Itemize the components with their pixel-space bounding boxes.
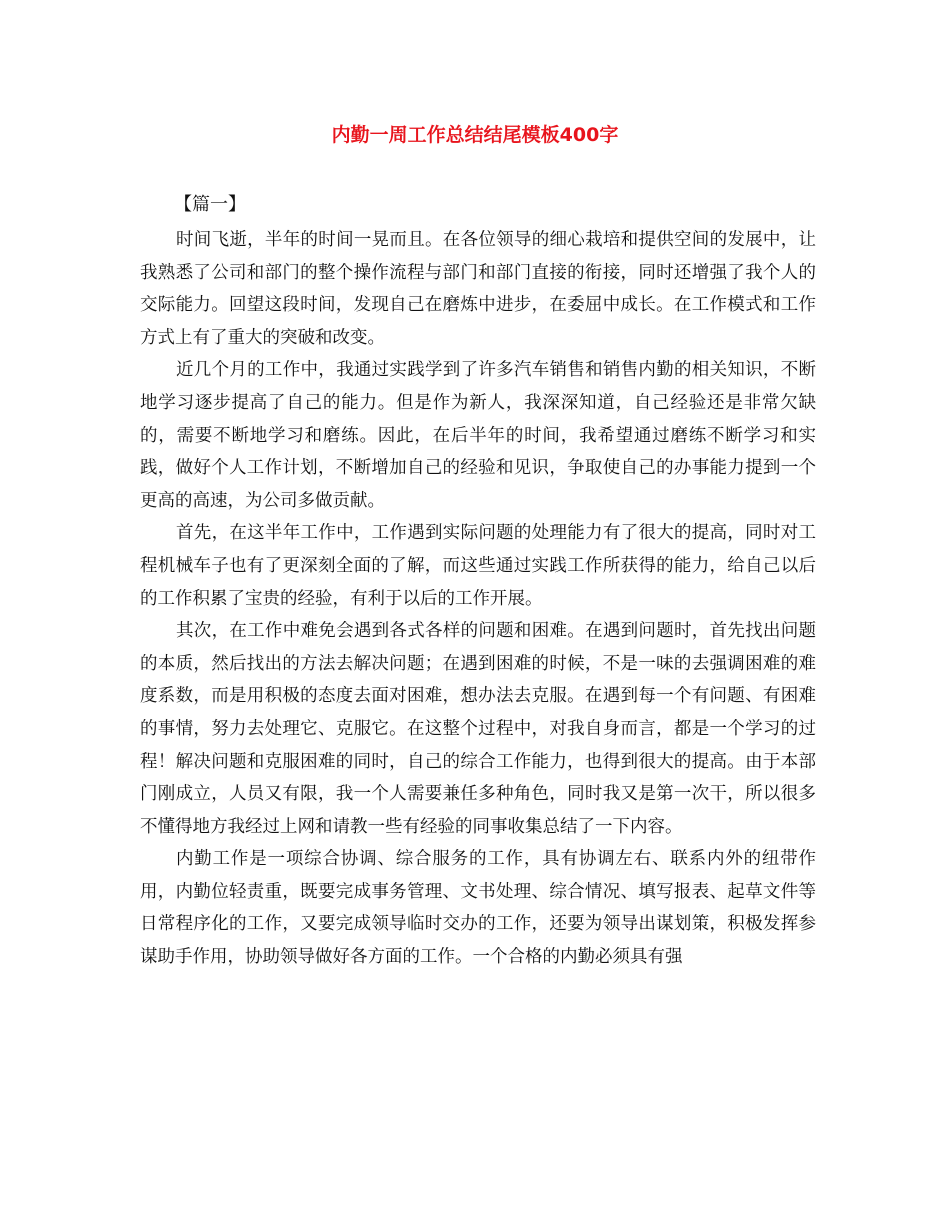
paragraph: 其次，在工作中难免会遇到各式各样的问题和困难。在遇到问题时，首先找出问题的本质，然后找出的方法去解决问题；在遇到困难的时候，不是一味的去强调困难的难度系数，而是用积极的态度去面对困难，想办法去克服。在遇到每一个有问题、有困难的事情，努力去处理它、克服它。在这整个过程中，对我自身而言，都是一个学习的过程！解决问题和克服困难的同时，自己的综合工作能力，也得到很大的提高。由于本部门刚成立，人员又有限，我一个人需要兼任多种角色，同时我又是第一次干，所以很多不懂得地方我经过上网和请教一些有经验的同事收集总结了一下内容。 [140, 621, 816, 837]
paragraph: 首先，在这半年工作中，工作遇到实际问题的处理能力有了很大的提高，同时对工程机械车子也有了更深刻全面的了解，而这些通过实践工作所获得的能力，给自己以后的工作积累了宝贵的经验，有利于以后的工作开展。 [140, 523, 816, 609]
paragraph: 近几个月的工作中，我通过实践学到了许多汽车销售和销售内勤的相关知识，不断地学习逐步提高了自己的能力。但是作为新人，我深深知道，自己经验还是非常欠缺的，需要不断地学习和磨练。因此，在后半年的时间，我希望通过磨练不断学习和实践，做好个人工作计划，不断增加自己的经验和见识，争取使自己的办事能力提到一个更高的高速，为公司多做贡献。 [140, 360, 816, 511]
document-title: 内勤一周工作总结结尾模板400字 [331, 124, 619, 146]
paragraph: 时间飞逝，半年的时间一晃而且。在各位领导的细心栽培和提供空间的发展中，让我熟悉了公司和部门的整个操作流程与部门和部门直接的衔接，同时还增强了我个人的交际能力。回望这段时间，发现自己在磨炼中进步，在委屈中成长。在工作模式和工作方式上有了重大的突破和改变。 [140, 230, 816, 348]
paragraph: 内勤工作是一项综合协调、综合服务的工作，具有协调左右、联系内外的纽带作用，内勤位轻责重，既要完成事务管理、文书处理、综合情况、填写报表、起草文件等日常程序化的工作，又要完成领导临时交办的工作，还要为领导出谋划策，积极发挥参谋助手作用，协助领导做好各方面的工作。一个合格的内勤必须具有强 [140, 849, 816, 968]
section-label: 【篇一】 [174, 194, 246, 215]
document-body [140, 224, 816, 974]
